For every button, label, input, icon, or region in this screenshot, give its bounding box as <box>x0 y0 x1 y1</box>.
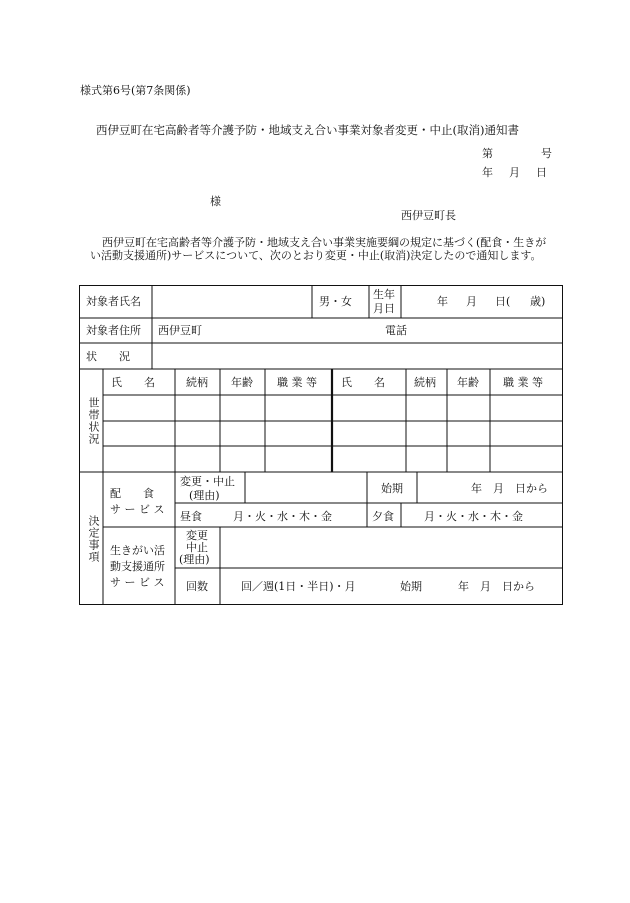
name-label: 対象者氏名 <box>86 295 141 308</box>
date-day: 日 <box>536 166 547 179</box>
ikigai-line2: 動支援通所 <box>110 560 165 573</box>
start-date: 年 月 日から <box>471 482 548 495</box>
addressee-suffix: 様 <box>210 195 221 208</box>
date-year: 年 <box>482 166 493 179</box>
birth-month: 月 <box>466 295 477 308</box>
date-month: 月 <box>509 166 520 179</box>
change-v2: 中止 <box>186 541 208 554</box>
hh-col-age-2: 年齢 <box>457 376 479 389</box>
sender: 西伊豆町長 <box>401 209 456 222</box>
dinner-weekdays: 月・火・水・木・金 <box>424 510 523 523</box>
change-stop-1: 変更・中止 <box>180 475 235 488</box>
change-v1: 変更 <box>186 529 208 542</box>
start-label: 始期 <box>381 482 403 495</box>
birth-year: 年 <box>437 295 448 308</box>
status-label: 状 況 <box>86 350 130 363</box>
birth-label-1: 生年 <box>373 288 395 301</box>
birth-label-2: 月日 <box>373 302 395 315</box>
hh-col-name-1: 氏 名 <box>111 376 155 389</box>
body-text: 西伊豆町在宅高齢者等介護予防・地域支え合い事業実施要綱の規定に基づく(配食・生きがい活動支援通所)サービスについて、次のとおり変更・中止(取消)決定したので通知します。 <box>90 236 547 262</box>
hh-col-job-1: 職 業 等 <box>277 376 317 389</box>
change-stop-2: (理由) <box>189 489 220 502</box>
birth-day: 日( <box>495 295 511 308</box>
ikigai-line3: サ ー ビ ス <box>110 576 165 589</box>
start-date-2: 年 月 日から <box>458 580 535 593</box>
lunch-label: 昼食 <box>180 510 202 523</box>
number-suffix: 号 <box>541 147 552 160</box>
count-label: 回数 <box>186 580 208 593</box>
address-value: 西伊豆町 <box>158 324 202 337</box>
form-table <box>79 285 563 605</box>
issue-date <box>482 164 547 180</box>
meal-service-line2: サ ー ビ ス <box>110 503 165 516</box>
birth-age: 歳) <box>530 295 546 308</box>
gender-field: 男・女 <box>319 295 352 308</box>
hh-col-job-2: 職 業 等 <box>503 376 543 389</box>
meal-service-line1: 配 食 <box>110 487 154 500</box>
dinner-label: 夕食 <box>372 510 394 523</box>
number-prefix: 第 <box>482 147 493 160</box>
lunch-weekdays: 月・火・水・木・金 <box>233 510 332 523</box>
table-grid <box>79 285 563 605</box>
document-title: 西伊豆町在宅高齢者等介護予防・地域支え合い事業対象者変更・中止(取消)通知書 <box>96 123 519 137</box>
hh-col-relation-1: 続柄 <box>186 376 208 389</box>
start-label-2: 始期 <box>400 580 422 593</box>
ikigai-line1: 生きがい活 <box>110 544 165 557</box>
form-number: 様式第6号(第7条関係) <box>80 84 191 97</box>
address-label: 対象者住所 <box>86 324 141 337</box>
decision-label: 決定事項 <box>87 515 100 563</box>
hh-col-relation-2: 続柄 <box>414 376 436 389</box>
hh-col-age-1: 年齢 <box>231 376 253 389</box>
count-value: 回／週(1日・半日)・月 <box>241 580 356 593</box>
household-label: 世帯状況 <box>87 397 100 445</box>
hh-col-name-2: 氏 名 <box>341 376 385 389</box>
change-v3: (理由) <box>179 553 210 566</box>
phone-label: 電話 <box>385 324 407 337</box>
